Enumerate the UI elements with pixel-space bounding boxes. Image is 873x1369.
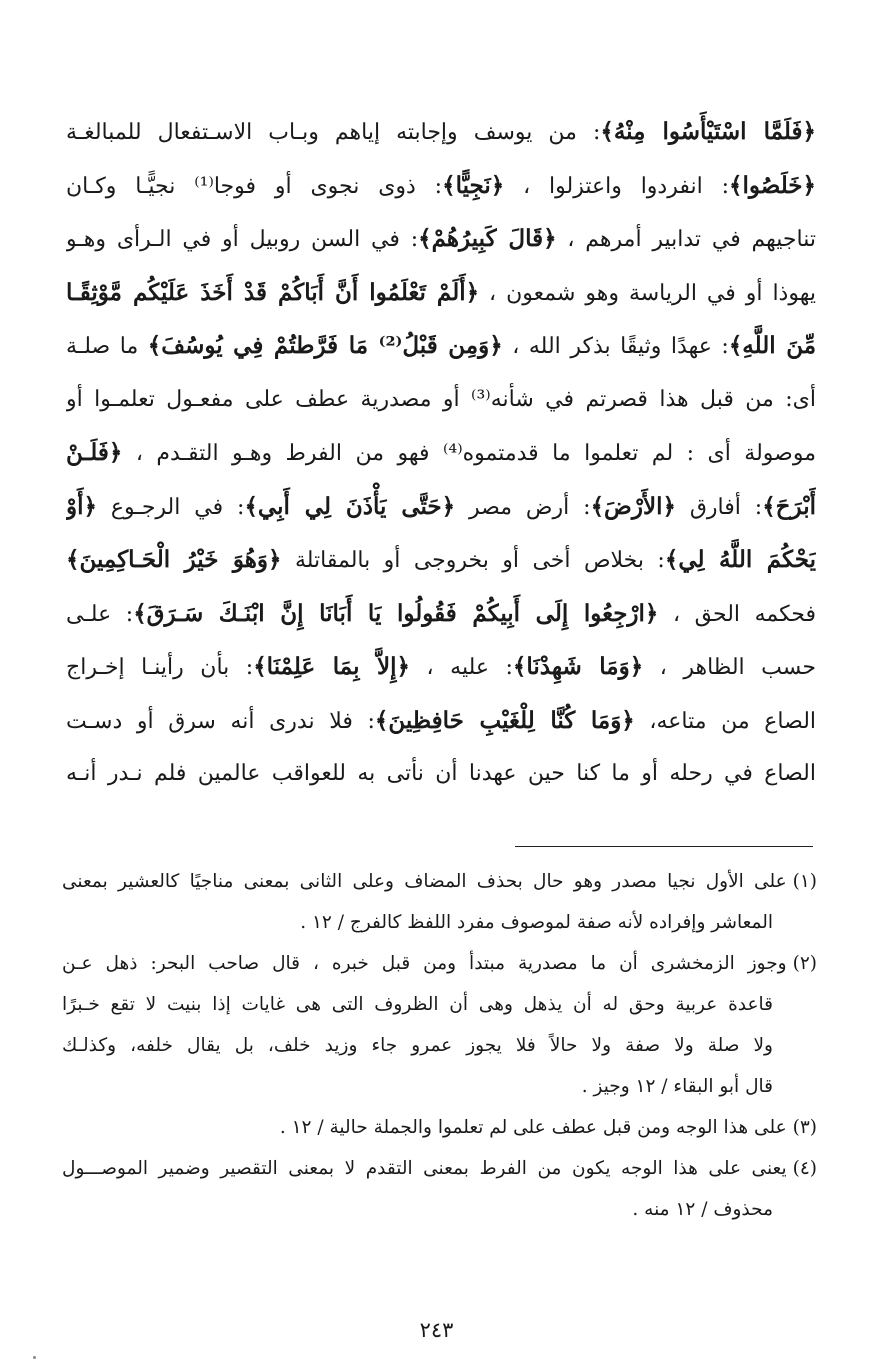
text-line [66, 480, 816, 534]
quran-quote: ﴿الأَرْضَ﴾ [590, 492, 676, 520]
footnote-number: (٢) [792, 953, 817, 974]
footnotes-block [62, 861, 817, 1230]
text-line [66, 747, 816, 801]
text-line [66, 694, 816, 748]
quran-quote: يَحْكُمَ اللَّهُ لِي﴾ [664, 546, 816, 573]
quran-quote: ﴿ارْجِعُوا إِلَى أَبِيكُمْ فَقُولُوا يَا أَبَانَا إِنَّ ابْنَـكَ سَـرَقَ﴾ [133, 599, 659, 627]
quran-quote: ﴿وَمَا كُنَّا لِلْغَيْبِ حَافِظِينَ﴾ [374, 706, 635, 734]
page-number: ٢٤٣ [419, 1318, 454, 1342]
quran-quote: ﴿أَلَمْ تَعْلَمُوا أَنَّ أَبَاكُمْ قَدْ أَخَذَ عَلَيْكُم مَّوْثِقًـا [66, 278, 480, 306]
footnote-number: (٣) [792, 1117, 817, 1138]
text-line [66, 159, 816, 213]
text-line [66, 533, 816, 587]
main-text-block [66, 105, 816, 801]
quran-quote: أَبْرَحَ﴾ [762, 492, 816, 520]
quran-quote: مِّنَ اللَّهِ﴾ [728, 332, 816, 359]
commentary-text: : بخلاص أخى أو بخروجى أو بالمقاتلة [281, 548, 665, 573]
text-line [66, 373, 816, 427]
text-line [66, 587, 816, 641]
commentary-text: الصاع في رحله أو ما كنا حين عهدنا أن نأتى به للعواقب عالمين فلم نـدر أنـه [66, 761, 816, 786]
footnote-text: يعنى على هذا الوجه يكون من الفرط بمعنى التقدم لا بمعنى التقصير وضمير الموصـــول [62, 1158, 787, 1179]
footnote-line [62, 1189, 817, 1230]
quran-quote: ﴿حَتَّى يَأْذَنَ لِي أَبِي﴾ [244, 492, 456, 520]
footnote-text: محذوف / ١٢ منه . [632, 1199, 773, 1220]
footnote-line [62, 984, 817, 1025]
commentary-text: : عليه ، [410, 655, 513, 680]
footnote-line [62, 943, 817, 984]
quran-quote: ﴿أَوْ [66, 492, 97, 520]
commentary-text: الصاع من متاعه، [634, 708, 816, 734]
footnote-number: (١) [792, 871, 817, 892]
commentary-text: : فلا ندرى أنه سرق أو دسـت [66, 708, 375, 734]
commentary-text: فحكمه الحق ، [658, 601, 816, 627]
footnote-text: قاعدة عربية وحق له أن يذهل وهى أن الظروف التى هى غايات إذا بنيت لا تقع خـبرًا [62, 994, 773, 1015]
commentary-text: : انفردوا واعتزلوا ، [504, 173, 729, 199]
footnote-line [62, 902, 817, 943]
footnote-line [62, 1107, 817, 1148]
commentary-text: : أرض مصر [455, 494, 591, 520]
text-line [66, 266, 816, 320]
text-line [66, 426, 816, 480]
commentary-text: : بأن رأينـا إخـراج [66, 655, 254, 680]
footnote-text: ولا صلة ولا صفة ولا حالاً فلا يجوز عمرو جاء وزيد خلف، بل يقال خلفه، وكذلـك [62, 1035, 773, 1056]
commentary-text: موصولة أى : لم تعلموا ما قدمتموه⁽⁴⁾ فهو من الفرط وهـو التقـدم ، [122, 441, 816, 466]
footnote-separator-rule [515, 846, 813, 847]
quran-quote: ﴿فَلَـنْ [66, 439, 123, 466]
footnote-text: على الأول نجيا مصدر وهو حال بحذف المضاف وعلى الثانى بمعنى مناجيًا كالعشير بمعنى [62, 871, 787, 892]
quran-quote: ﴿وَمَا شَهِدْنَا﴾ [512, 653, 644, 680]
commentary-text: : علـى [66, 601, 134, 627]
quran-quote: ﴿فَلَمَّا اسْتَيْأَسُوا مِنْهُ﴾ [600, 118, 816, 145]
commentary-text: : ذوى نجوى أو فوجا⁽¹⁾ نجيًّـا وكـان [66, 173, 443, 199]
commentary-text: أى: من قبل هذا قصرتم في شأنه⁽³⁾ أو مصدرية عطف على مفعـول تعلمـوا أو [66, 386, 816, 412]
footnote-line [62, 1066, 817, 1107]
quran-quote: ﴿قَالَ كَبِيرُهُمْ﴾ [418, 225, 557, 252]
text-line [66, 212, 816, 266]
quran-quote: ﴿نَجِيًّا﴾ [442, 171, 505, 199]
quran-quote: ﴿إِلاَّ بِمَا عَلِمْنَا﴾ [253, 653, 411, 680]
text-line [66, 319, 816, 373]
margin-dot [33, 1356, 36, 1359]
footnote-text: على هذا الوجه ومن قبل عطف على لم تعلموا والجملة حالية / ١٢ . [279, 1117, 787, 1138]
quran-quote: ﴿خَلَصُوا﴾ [729, 171, 816, 199]
quran-quote: ﴿وَهُوَ خَيْرُ الْحَـاكِمِينَ﴾ [66, 546, 282, 573]
footnote-number: (٤) [792, 1158, 817, 1179]
commentary-text: تناجيهم في تدابير أمرهم ، [556, 227, 816, 252]
quran-quote: ﴿وَمِن قَبْلُ⁽²⁾ مَا فَرَّطتُمْ فِي يُوسُفَ﴾ [147, 332, 503, 359]
commentary-text: : من يوسف وإجابته إياهم وبـاب الاسـتفعال للمبالغـة [66, 120, 601, 145]
text-line [66, 105, 816, 159]
footnote-line [62, 861, 817, 902]
commentary-text: يهوذا أو في الرياسة وهو شمعون ، [479, 280, 816, 306]
text-line [66, 640, 816, 694]
footnote-text: وجوز الزمخشرى أن ما مصدرية مبتدأ ومن قبل خبره ، قال صاحب البحر: ذهل عـن [62, 953, 787, 974]
commentary-text: : في السن روبيل أو في الـرأى وهـو [66, 227, 419, 252]
commentary-text: : أفارق [675, 494, 763, 520]
footnote-line [62, 1148, 817, 1189]
footnote-text: المعاشر وإفراده لأنه صفة لموصوف مفرد اللفظ كالفرج / ١٢ . [300, 912, 773, 933]
footnote-text: قال أبو البقاء / ١٢ وجيز . [581, 1076, 773, 1097]
commentary-text: ما صلـة [66, 334, 148, 359]
commentary-text: : في الرجـوع [96, 494, 245, 520]
commentary-text: حسب الظاهر ، [643, 655, 816, 680]
commentary-text: : عهدًا وثيقًا بذكر الله ، [502, 334, 729, 359]
footnote-line [62, 1025, 817, 1066]
